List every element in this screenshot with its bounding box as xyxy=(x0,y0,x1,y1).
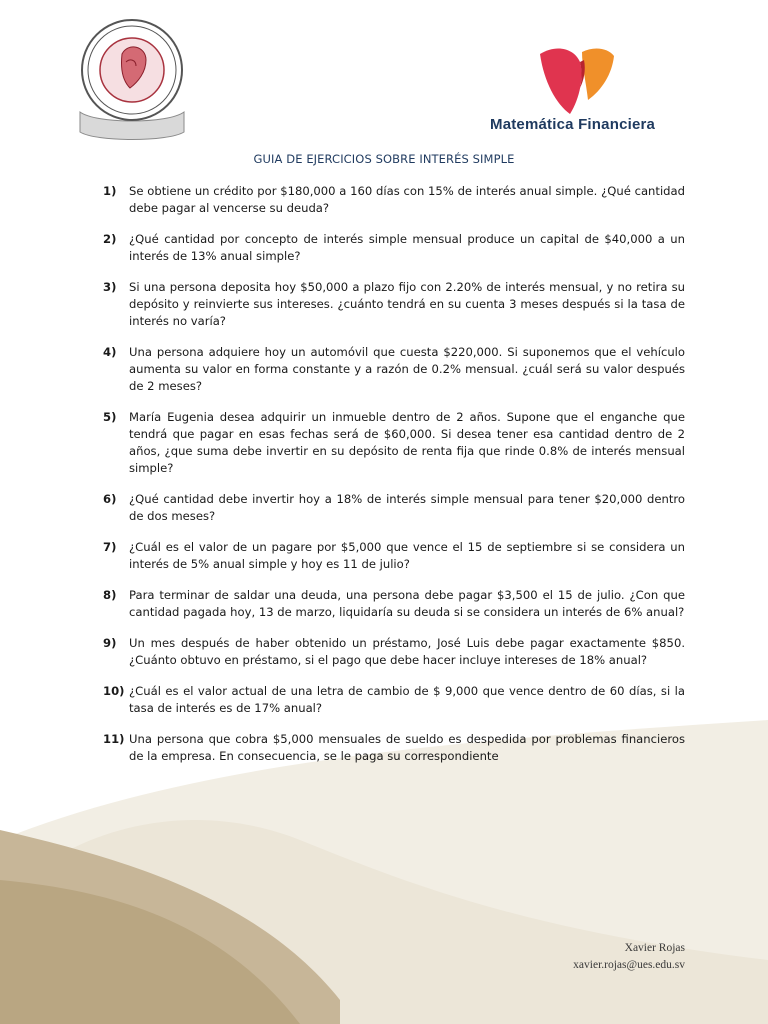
exercise-item xyxy=(103,635,685,669)
author-email: xavier.rojas@ues.edu.sv xyxy=(573,959,685,971)
exercise-item xyxy=(103,409,685,477)
exercise-item xyxy=(103,231,685,265)
exercise-text: Una persona adquiere hoy un automóvil que cuesta $220,000. Si suponemos que el vehículo aumenta su valor en forma constante y a razón de 0.2% mensual. ¿cuál será su valor después de 2 meses? xyxy=(129,345,685,393)
exercise-item xyxy=(103,279,685,330)
exercise-text: ¿Cuál es el valor de un pagare por $5,000 que vence el 15 de septiembre si se considera un interés de 5% anual simple y hoy es 11 de julio? xyxy=(129,540,685,571)
exercise-item xyxy=(103,491,685,525)
exercise-item xyxy=(103,539,685,573)
university-seal-logo xyxy=(76,12,188,142)
exercise-item xyxy=(103,587,685,621)
exercise-list xyxy=(103,183,685,779)
exercise-item xyxy=(103,683,685,717)
exercise-text: María Eugenia desea adquirir un inmueble dentro de 2 años. Supone que el enganche que tendrá que pagar en esas fechas será de $60,000. Si desea tener esa cantidad dentro de 2 años, ¿que suma debe invertir en su depósito de renta fija que rinde 0.8% de interés mensual simple? xyxy=(129,410,685,475)
author-block xyxy=(573,940,685,974)
author-name: Xavier Rojas xyxy=(624,942,685,954)
brand-name: Matemática Financiera xyxy=(490,116,656,133)
document-title: GUIA DE EJERCICIOS SOBRE INTERÉS SIMPLE xyxy=(253,152,515,166)
exercise-number: 3) xyxy=(103,280,117,294)
exercise-text: Una persona que cobra $5,000 mensuales de sueldo es despedida por problemas financieros de la empresa. En consecuencia, se le paga su correspondiente xyxy=(129,732,685,763)
exercise-text: ¿Qué cantidad debe invertir hoy a 18% de interés simple mensual para tener $20,000 dentro de dos meses? xyxy=(129,492,685,523)
exercise-number: 1) xyxy=(103,184,117,198)
exercise-item xyxy=(103,183,685,217)
brand-logo xyxy=(536,42,616,116)
exercise-item xyxy=(103,731,685,765)
exercise-number: 10) xyxy=(103,684,125,698)
exercise-number: 9) xyxy=(103,636,117,650)
exercise-number: 4) xyxy=(103,345,117,359)
exercise-text: ¿Qué cantidad por concepto de interés simple mensual produce un capital de $40,000 a un interés de 13% anual simple? xyxy=(129,232,685,263)
exercise-number: 8) xyxy=(103,588,117,602)
exercise-number: 5) xyxy=(103,410,117,424)
exercise-number: 11) xyxy=(103,732,125,746)
exercise-text: Se obtiene un crédito por $180,000 a 160 días con 15% de interés anual simple. ¿Qué cantidad debe pagar al vencerse su deuda? xyxy=(129,184,685,215)
exercise-item xyxy=(103,344,685,395)
exercise-number: 7) xyxy=(103,540,117,554)
exercise-number: 2) xyxy=(103,232,117,246)
exercise-text: Si una persona deposita hoy $50,000 a plazo fijo con 2.20% de interés mensual, y no retira su depósito y reinvierte sus intereses. ¿cuánto tendrá en su cuenta 3 meses después si la tasa de interés no varía? xyxy=(129,280,685,328)
exercise-text: Un mes después de haber obtenido un préstamo, José Luis debe pagar exactamente $850. ¿Cuánto obtuvo en préstamo, si el pago que debe hacer incluye intereses de 18% anual? xyxy=(129,636,685,667)
exercise-text: Para terminar de saldar una deuda, una persona debe pagar $3,500 el 15 de julio. ¿Con que cantidad pagada hoy, 13 de marzo, liquidaría su deuda si se considera un interés de 6% anual? xyxy=(129,588,685,619)
exercise-number: 6) xyxy=(103,492,117,506)
exercise-text: ¿Cuál es el valor actual de una letra de cambio de $ 9,000 que vence dentro de 60 días, si la tasa de interés es de 17% anual? xyxy=(129,684,685,715)
